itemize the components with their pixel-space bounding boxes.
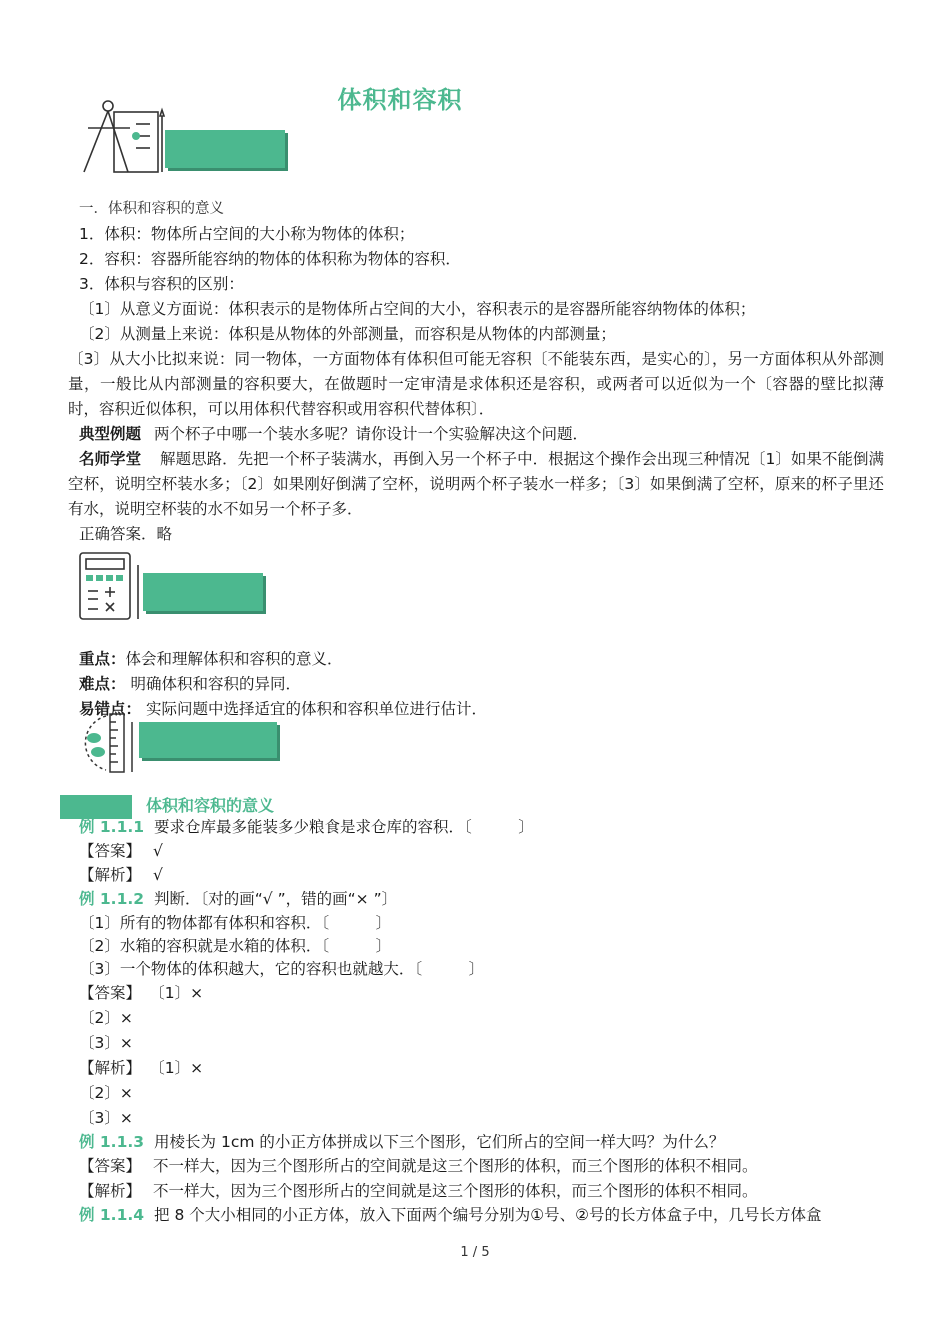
example-label: 例 1.1.4: [79, 1206, 145, 1224]
ruler-bar: [139, 722, 277, 758]
example-1-1-1: [79, 815, 884, 840]
intro-line-5: 〔2〕从测量上来说：体积是从物体的外部测量，而容积是从物体的内部测量；: [79, 325, 616, 343]
calculator-bar: [143, 573, 263, 611]
answer-label: 【答案】: [79, 1157, 142, 1175]
analysis-label: 【解析】: [79, 1059, 142, 1077]
page-number: 1 / 5: [460, 1245, 490, 1260]
compass-ruler-icon: [78, 96, 170, 178]
example-1-1-3-answer: [79, 1154, 884, 1179]
analysis-label: 【解析】: [79, 1182, 142, 1200]
teacher-label: 名师学堂: [79, 450, 142, 468]
example-1-1-2-answer-2: 〔2〕×: [79, 1009, 133, 1027]
intro-line-4: 〔1〕从意义方面说：体积表示的是物体所占空间的大小，容积表示的是容器所能容纳物体的体积；: [79, 300, 756, 318]
example-question: 判断．〔对的画“√ ”，错的画“× ”〕: [154, 890, 398, 908]
example-question: 把 8 个大小相同的小正方体，放入下面两个编号分别为①号、②号的长方体盒子中，几号长方体盒: [154, 1206, 822, 1224]
example-label: 例 1.1.3: [79, 1133, 145, 1151]
example-1-1-1-answer: [79, 839, 884, 864]
intro-line-6: 〔3〕从大小比拟来说：同一物体，一方面物体有体积但可能无容积〔不能装东西，是实心的〕，另一方面体积从外部测量，一般比从内部测量的容积要大，在做题时一定审清是求体积还是容积，或两者可以近似为一个〔容器的壁比拟薄时，容积近似体积，可以用体积代替容积或用容积代替体积〕．: [68, 350, 884, 418]
answer-label: 【答案】: [79, 984, 142, 1002]
typical-example: [79, 422, 884, 447]
example-answer: 正确答案．略: [79, 525, 173, 543]
example-1-1-2-q1: 〔1〕所有的物体都有体积和容积．〔 〕: [79, 914, 392, 932]
example-1-1-1-analysis: [79, 863, 884, 888]
intro-line-3: 3．体积与容积的区别：: [79, 275, 244, 293]
example-1-1-3: [79, 1130, 884, 1155]
teacher-note: [68, 447, 884, 522]
difficulty-point: [79, 672, 884, 697]
intro-line-1: 1．体积：物体所占空间的大小称为物体的体积；: [79, 225, 415, 243]
typical-example-label: 典型例题: [79, 425, 142, 443]
intro-line-2: 2．容积：容器所能容纳的物体的体积称为物体的容积．: [79, 250, 461, 268]
example-1-1-2-analysis-3: 〔3〕×: [79, 1109, 133, 1127]
analysis-text: √: [153, 866, 163, 884]
example-1-1-2-analysis: [79, 1056, 884, 1081]
analysis-text: 〔1〕×: [157, 1059, 204, 1077]
difficulty-label: 难点：: [79, 675, 126, 693]
answer-text: √: [153, 842, 163, 860]
focus-point: [79, 647, 884, 672]
example-1-1-2-q2: 〔2〕水箱的容积就是水箱的体积．〔 〕: [79, 937, 392, 955]
focus-label: 重点：: [79, 650, 126, 668]
typical-example-text: 两个杯子中哪一个装水多呢？请你设计一个实验解决这个问题．: [153, 425, 588, 443]
example-1-1-2-answer: [79, 981, 884, 1006]
example-1-1-3-analysis: [79, 1179, 884, 1204]
mistake-label: 易错点：: [79, 700, 142, 718]
page-title: 体积和容积: [337, 86, 463, 114]
example-1-1-2-answer-3: 〔3〕×: [79, 1034, 133, 1052]
example-1-1-2-q3: 〔3〕一个物体的体积越大，它的容积也就越大．〔 〕: [79, 960, 485, 978]
focus-text: 体会和理解体积和容积的意义．: [125, 650, 343, 668]
calculator-icon: [78, 551, 148, 623]
mistake-point: [79, 697, 884, 722]
analysis-label: 【解析】: [79, 866, 142, 884]
mistake-text: 实际问题中选择适宜的体积和容积单位进行估计．: [141, 700, 487, 718]
analysis-text: 不一样大，因为三个图形所占的空间就是这三个图形的体积，而三个图形的体积不相同。: [153, 1182, 758, 1200]
example-1-1-2: [79, 887, 884, 912]
ruler-protractor-icon: [76, 712, 140, 774]
example-question: 要求仓库最多能装多少粮食是求仓库的容积．〔 〕: [154, 818, 534, 836]
section-title: 体积和容积的意义: [146, 796, 275, 815]
answer-label: 【答案】: [79, 842, 142, 860]
intro-heading: 一．体积和容积的意义: [79, 201, 224, 217]
example-1-1-2-analysis-2: 〔2〕×: [79, 1084, 133, 1102]
example-1-1-4: [79, 1203, 884, 1228]
answer-text: 〔1〕×: [157, 984, 204, 1002]
header-bar: [165, 130, 285, 168]
example-label: 例 1.1.2: [79, 890, 145, 908]
example-question: 用棱长为 1cm 的小正方体拼成以下三个图形，它们所占的空间一样大吗？为什么？: [154, 1133, 725, 1151]
answer-text: 不一样大，因为三个图形所占的空间就是这三个图形的体积，而三个图形的体积不相同。: [153, 1157, 758, 1175]
teacher-text: 解题思路．先把一个杯子装满水，再倒入另一个杯子中．根据这个操作会出现三种情况〔1〕如果不能倒满空杯，说明空杯装水多；〔2〕如果刚好倒满了空杯，说明两个杯子装水一样多；〔3〕如果倒满了空杯，原来的杯子里还有水，说明空杯装的水不如另一个杯子多．: [68, 450, 884, 518]
example-label: 例 1.1.1: [79, 818, 145, 836]
difficulty-text: 明确体积和容积的异同．: [125, 675, 301, 693]
